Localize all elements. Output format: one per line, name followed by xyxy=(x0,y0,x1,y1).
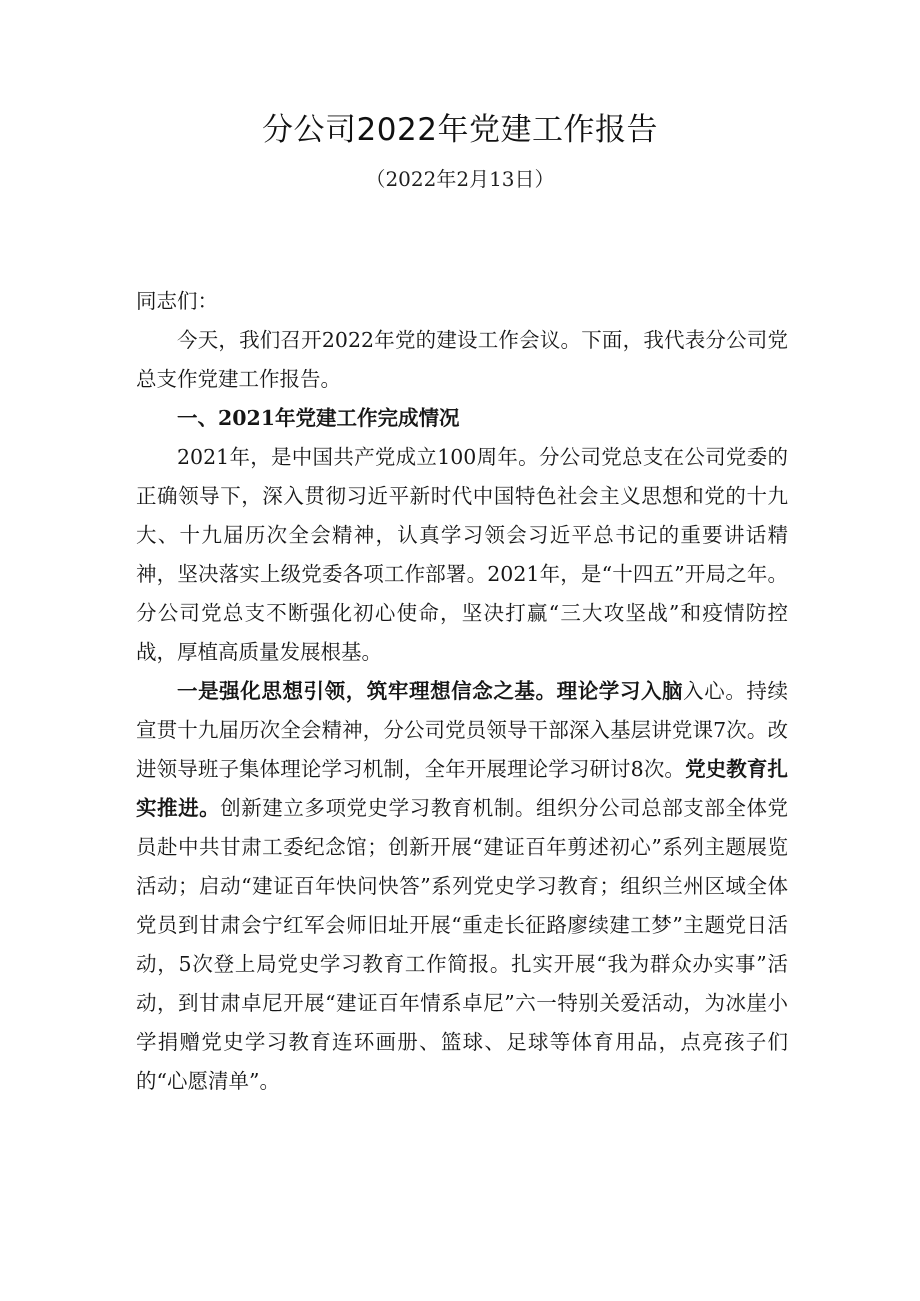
paragraph-text-b: 创新建立多项党史学习教育机制。组织分公司总部支部全体党员赴中共甘肃工委纪念馆；创新开展“建证百年剪述初心”系列主题展览活动；启动“建证百年快问快答”系列党史学习教育；组织兰州区域全体党员到甘肃会宁红军会师旧址开展“重走长征路廖续建工梦”主题党日活动，5次登上局党史学习教育工作简报。扎实开展“我为群众办实事”活动，到甘肃卓尼开展“建证百年情系卓尼”六一特别关爱活动，为冰崖小学捐赠党史学习教育连环画册、篮球、足球等体育用品，点亮孩子们的“心愿清单”。 xyxy=(136,796,789,1093)
document-body xyxy=(136,282,788,1101)
salutation: 同志们： xyxy=(136,289,218,313)
intro-paragraph: 今天，我们召开2022年党的建设工作会议。下面，我代表分公司党总支作党建工作报告。 xyxy=(136,328,788,391)
document-title: 分公司2022年党建工作报告 xyxy=(262,112,658,148)
paragraph-ideology xyxy=(136,672,788,1101)
paragraph-subheading-bold: 党史教育扎实推进。 xyxy=(136,757,789,820)
document-date: （2022年2月13日） xyxy=(365,167,555,191)
paragraph-lead-bold: 一是强化思想引领，筑牢理想信念之基。理论学习入脑 xyxy=(177,679,684,703)
section-heading: 一、2021年党建工作完成情况 xyxy=(177,406,460,430)
paragraph-overview: 2021年，是中国共产党成立100周年。分公司党总支在公司党委的正确领导下，深入贯彻习近平新时代中国特色社会主义思想和党的十九大、十九届历次全会精神，认真学习领会习近平总书记的重要讲话精神，坚决落实上级党委各项工作部署。2021年，是“十四五”开局之年。分公司党总支不断强化初心使命，坚决打赢“三大攻坚战”和疫情防控战，厚植高质量发展根基。 xyxy=(136,445,788,664)
paragraph-text-a: 入心。持续宣贯十九届历次全会精神，分公司党员领导干部深入基层讲党课7次。改进领导班子集体理论学习机制，全年开展理论学习研讨8次。 xyxy=(136,679,789,781)
